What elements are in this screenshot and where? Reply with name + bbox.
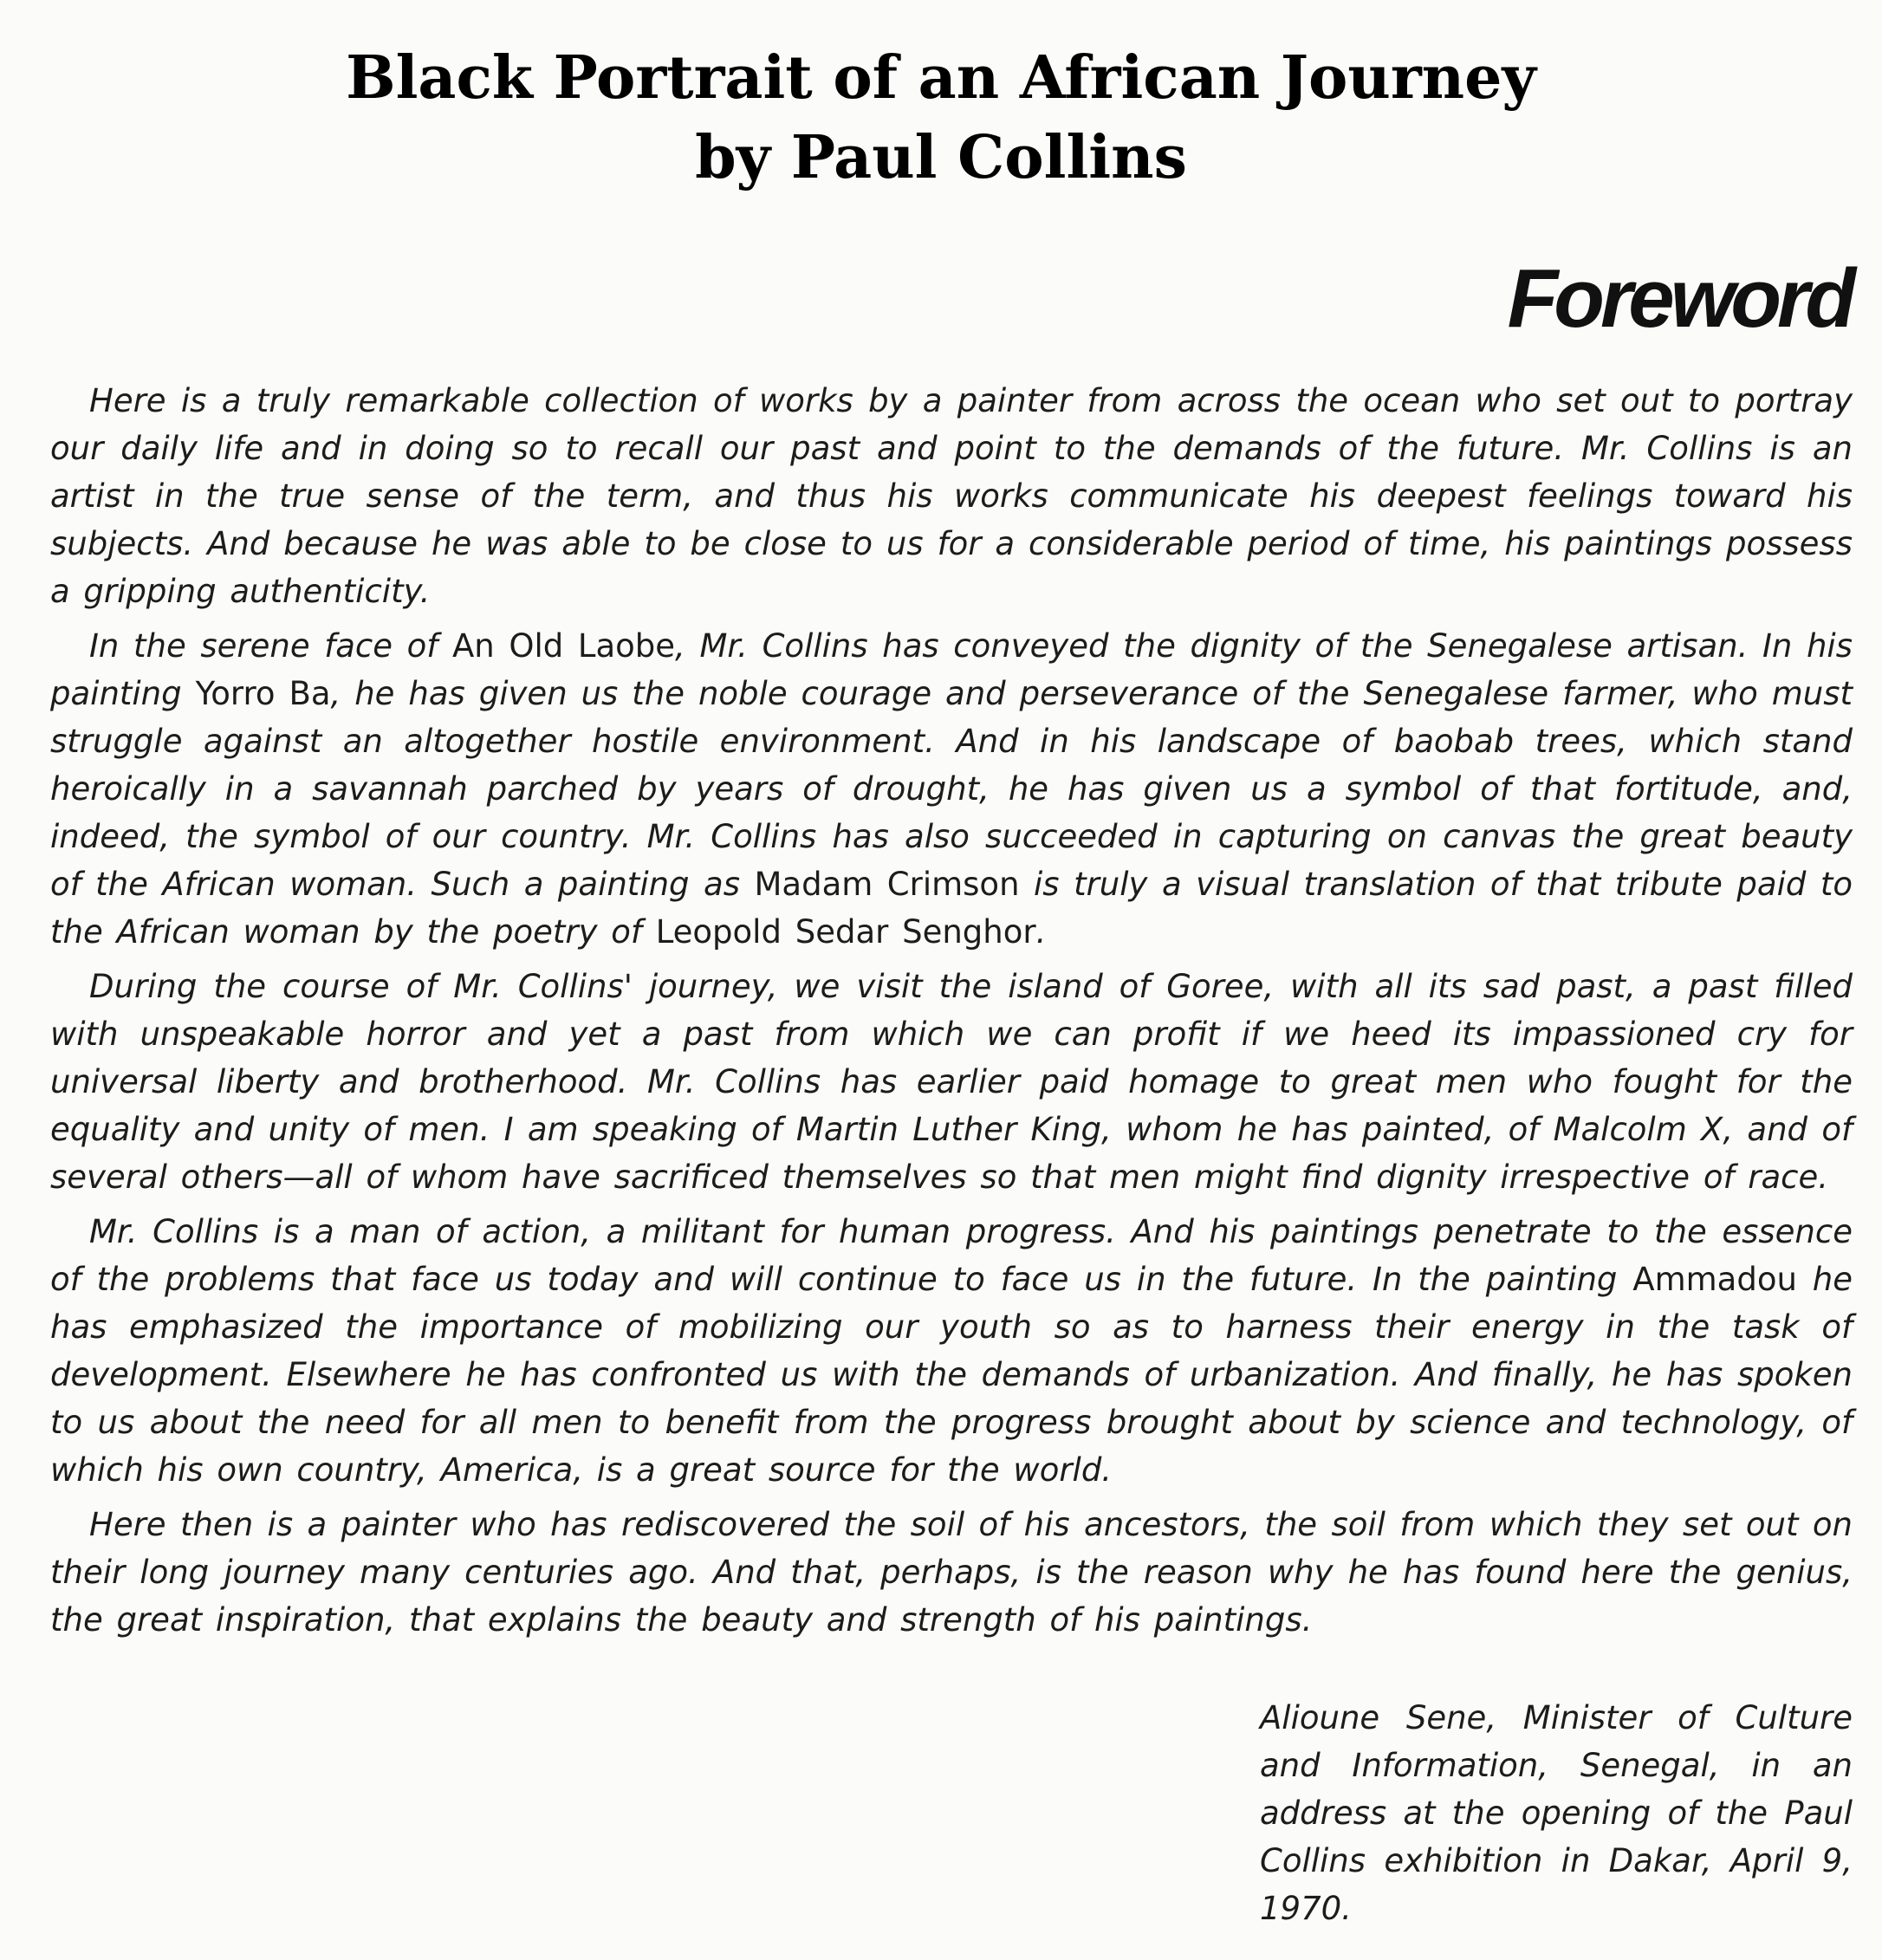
paragraph-5: Here then is a painter who has rediscovered the soil of his ancestors, the soil from which they set out on their long journey many centuries ago. And that, perhaps, is the reason why he has found here the genius, the great inspiration, that explains the beauty and strength of his paintings. xyxy=(50,1506,1853,1639)
paragraph-4-text-2: he has emphasized the importance of mobilizing our youth so as to harness their energy in the task of development. Elsewhere he has confronted us with the demands of urbanization. And finally, he has spoken to us about the need for all men to benefit from the progress brought about by science and technology, of which his own country, America, is a great source for the world. xyxy=(50,1261,1853,1489)
section-heading-foreword: Foreword xyxy=(1507,252,1852,345)
paragraph-2-text-2: , Mr. Collins has conveyed the dignity of the Senegalese artisan. In his painting xyxy=(50,627,1853,712)
paragraph-3: During the course of Mr. Collins' journey, we visit the island of Goree, with all its sad past, a past filled with unspeakable horror and yet a past from which we can profit if we heed its impassioned cry for universal liberty and brotherhood. Mr. Collins has earlier paid homage to great men who fought for the equality and unity of men. I am speaking of Martin Luther King, whom he has painted, of Malcolm X, and of several others—all of whom have sacrificed themselves so that men might find dignity irrespective of race. xyxy=(50,968,1853,1196)
attribution: Alioune Sene, Minister of Culture and Information, Senegal, in an address at the opening of the Paul Collins exhibition in Dakar, April 9, 1970. xyxy=(1260,1699,1853,1927)
poet-name-senghor: Leopold Sedar Senghor xyxy=(655,913,1036,951)
paragraph-4 xyxy=(50,1208,1853,1494)
foreword-body xyxy=(50,377,1853,1651)
document-title xyxy=(0,38,1882,198)
paragraph-2-text-4: is truly a visual translation of that tribute paid to the African woman by the poetry of xyxy=(50,866,1853,951)
painting-title-an-old-laobe: An Old Laobe xyxy=(451,627,676,665)
paragraph-4-text-1: Mr. Collins is a man of action, a militant for human progress. And his paintings penetrate to the essence of the problems that face us today and will continue to face us in the future. In the painting xyxy=(50,1213,1853,1298)
paragraph-2-text-1: In the serene face of xyxy=(89,627,452,665)
paragraph-1: Here is a truly remarkable collection of works by a painter from across the ocean who set out to portray our daily life and in doing so to recall our past and point to the demands of the future. Mr. Collins is an artist in the true sense of the term, and thus his works communicate his deepest feelings toward his subjects. And because he was able to be close to us for a considerable period of time, his paintings possess a gripping authenticity. xyxy=(50,382,1853,610)
painting-title-yorro-ba: Yorro Ba xyxy=(195,675,331,712)
painting-title-ammadou: Ammadou xyxy=(1632,1261,1797,1298)
paragraph-2 xyxy=(50,622,1853,956)
title-line-2: by Paul Collins xyxy=(695,123,1187,192)
painting-title-madam-crimson: Madam Crimson xyxy=(754,866,1020,903)
paragraph-2-text-5: . xyxy=(1035,913,1047,951)
paragraph-2-text-3: , he has given us the noble courage and perseverance of the Senegalese farmer, who must struggle against an altogether hostile environment. And in his landscape of baobab trees, which stand heroically in a savannah parched by years of drought, he has given us a symbol of that fortitude, and, indeed, the symbol of our country. Mr. Collins has also succeeded in capturing on canvas the great beauty of the African woman. Such a painting as xyxy=(50,675,1853,903)
title-line-1: Black Portrait of an African Journey xyxy=(346,43,1536,113)
